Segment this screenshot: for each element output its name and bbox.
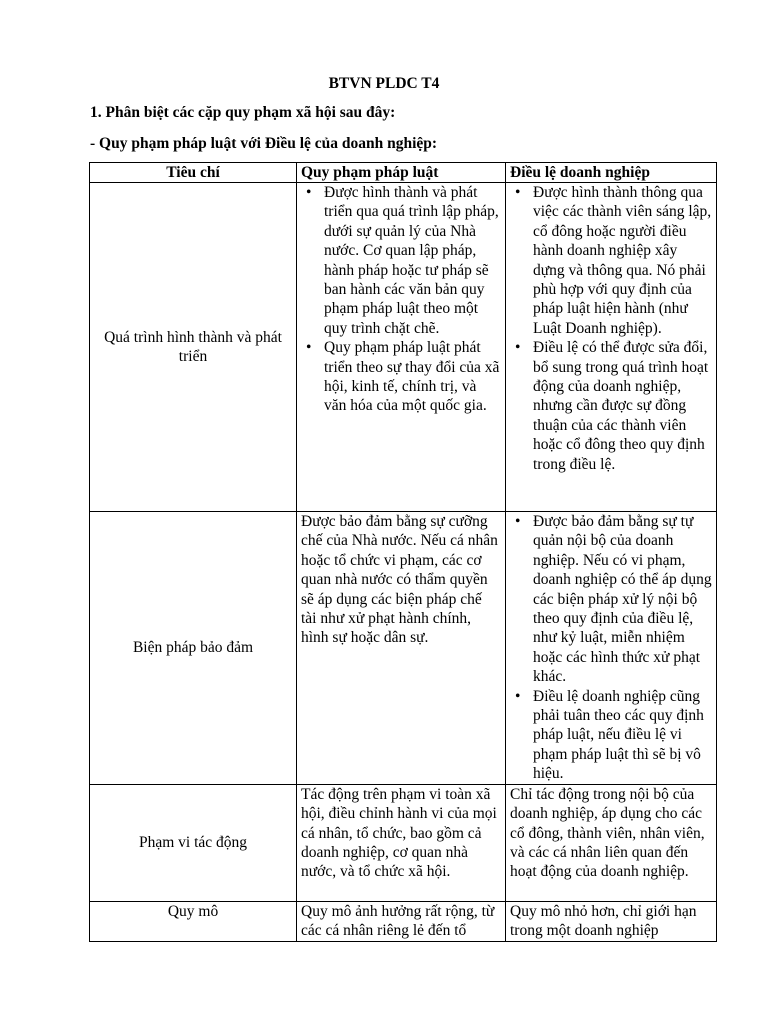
law-cell bbox=[297, 183, 506, 512]
charter-cell: Quy mô nhỏ hơn, chỉ giới hạn trong một doanh nghiệp bbox=[506, 901, 717, 941]
table-row bbox=[90, 784, 717, 901]
list-item: • Quy phạm pháp luật phát triển theo sự thay đổi của xã hội, kinh tế, chính trị, và văn hóa của một quốc gia. bbox=[324, 338, 501, 416]
criterion-cell: Phạm vi tác động bbox=[90, 784, 297, 901]
header-criterion: Tiêu chí bbox=[90, 163, 297, 183]
criterion-cell: Biện pháp bảo đảm bbox=[90, 512, 297, 785]
law-cell: Tác động trên phạm vi toàn xã hội, điều chỉnh hành vi của mọi cá nhân, tổ chức, bao gồm cả doanh nghiệp, cơ quan nhà nước, và tổ chức xã hội. bbox=[297, 784, 506, 901]
charter-bullet-list bbox=[510, 183, 712, 474]
header-law: Quy phạm pháp luật bbox=[297, 163, 506, 183]
list-item: • Được bảo đảm bằng sự tự quản nội bộ của doanh nghiệp. Nếu có vi phạm, doanh nghiệp có thể áp dụng các biện pháp xử lý nội bộ theo quy định của điều lệ, như kỷ luật, miễn nhiệm hoặc các hình thức xử phạt khác. bbox=[533, 512, 712, 687]
header-charter: Điều lệ doanh nghiệp bbox=[506, 163, 717, 183]
comparison-table bbox=[89, 162, 717, 942]
table-row bbox=[90, 183, 717, 512]
law-cell: Được bảo đảm bằng sự cưỡng chế của Nhà nước. Nếu cá nhân hoặc tổ chức vi phạm, các cơ quan nhà nước có thẩm quyền sẽ áp dụng các biện pháp chế tài như xử phạt hành chính, hình sự hoặc dân sự. bbox=[297, 512, 506, 785]
list-item: • Điều lệ doanh nghiệp cũng phải tuân theo các quy định pháp luật, nếu điều lệ vi phạm pháp luật thì sẽ bị vô hiệu. bbox=[533, 687, 712, 784]
criterion-cell: Quy mô bbox=[90, 901, 297, 941]
list-item: • Được hình thành và phát triển qua quá trình lập pháp, dưới sự quản lý của Nhà nước. Cơ quan lập pháp, hành pháp hoặc tư pháp sẽ ban hành các văn bản quy phạm pháp luật theo một quy trình chặt chẽ. bbox=[324, 183, 501, 338]
law-cell: Quy mô ảnh hưởng rất rộng, từ các cá nhân riêng lẻ đến tổ bbox=[297, 901, 506, 941]
list-item: • Điều lệ có thể được sửa đổi, bổ sung trong quá trình hoạt động của doanh nghiệp, nhưng cần được sự đồng thuận của các thành viên hoặc cổ đông theo quy định trong điều lệ. bbox=[533, 338, 712, 474]
question-heading: 1. Phân biệt các cặp quy phạm xã hội sau đây: bbox=[90, 104, 396, 121]
charter-bullet-list bbox=[510, 512, 712, 784]
table-row bbox=[90, 512, 717, 785]
law-bullet-list bbox=[301, 183, 501, 416]
table-row bbox=[90, 901, 717, 941]
table-header-row bbox=[90, 163, 717, 183]
charter-cell bbox=[506, 183, 717, 512]
document-title: BTVN PLDC T4 bbox=[328, 75, 440, 92]
charter-cell: Chỉ tác động trong nội bộ của doanh nghiệp, áp dụng cho các cổ đông, thành viên, nhân viên, và các cá nhân liên quan đến hoạt động của doanh nghiệp. bbox=[506, 784, 717, 901]
criterion-cell: Quá trình hình thành và phát triển bbox=[90, 183, 297, 512]
comparison-subheading: - Quy phạm pháp luật với Điều lệ của doanh nghiệp: bbox=[90, 135, 438, 152]
list-item: • Được hình thành thông qua việc các thành viên sáng lập, cổ đông hoặc người điều hành doanh nghiệp xây dựng và thông qua. Nó phải phù hợp với quy định của pháp luật hiện hành (như Luật Doanh nghiệp). bbox=[533, 183, 712, 338]
charter-cell bbox=[506, 512, 717, 785]
